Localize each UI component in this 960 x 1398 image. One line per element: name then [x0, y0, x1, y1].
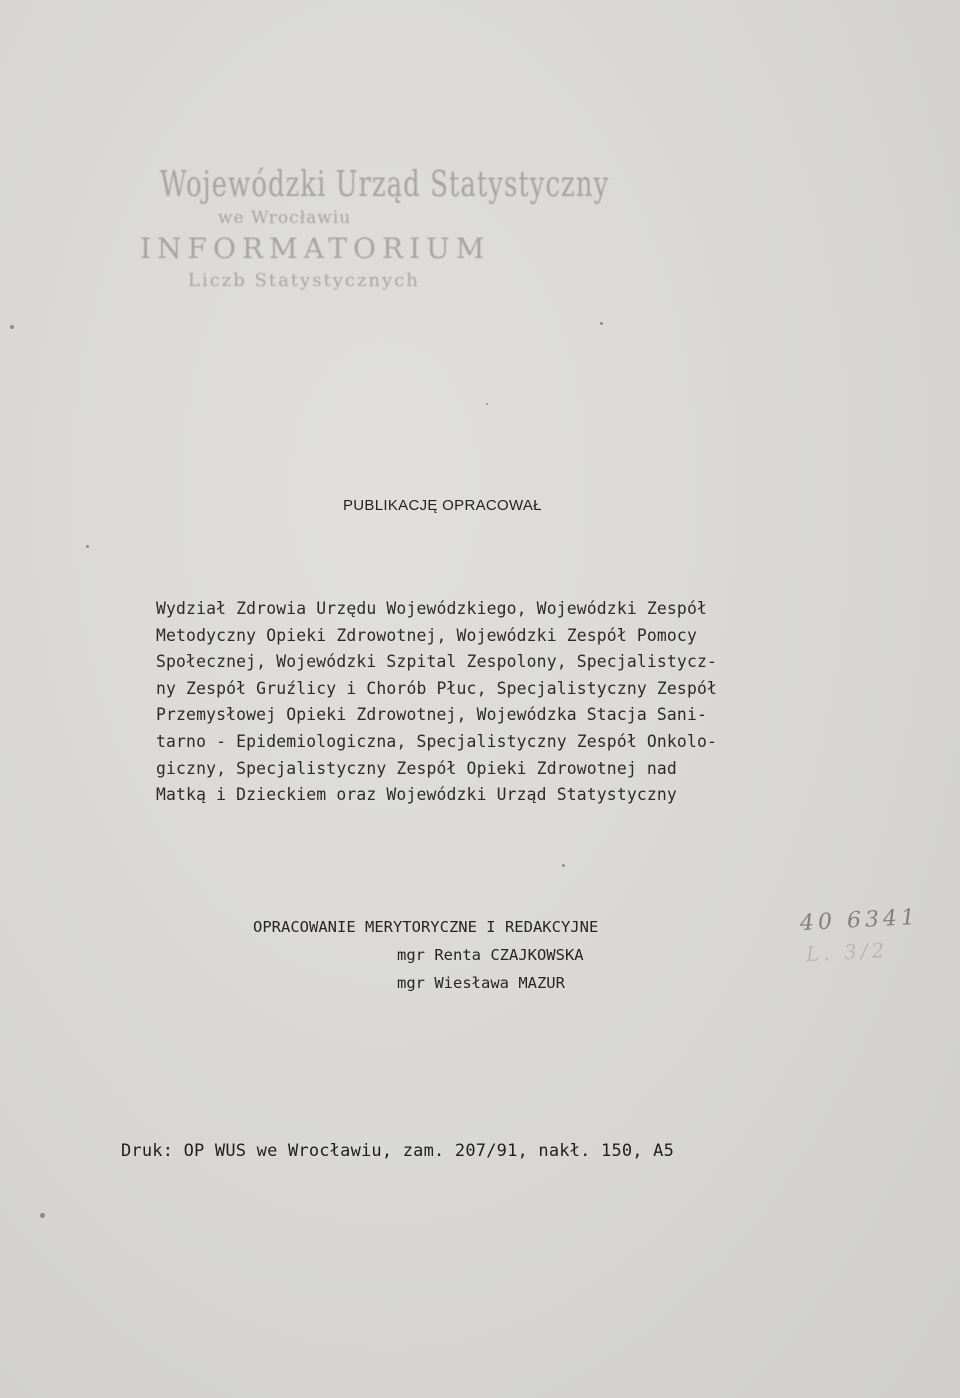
authors-line: tarno - Epidemiologiczna, Specjalistyczny Zespół Onkolo-	[156, 731, 718, 751]
scan-speck	[600, 322, 603, 325]
scan-speck	[562, 864, 565, 867]
handwritten-number: 40 6341	[799, 904, 920, 937]
authors-line: Wydział Zdrowia Urzędu Wojewódzkiego, Wojewódzki Zespół	[156, 599, 707, 618]
editorial-role: OPRACOWANIE MERYTORYCZNE I REDAKCYJNE	[253, 918, 599, 936]
authors-line: giczny, Specjalistyczny Zespół Opieki Zdrowotnej nad	[156, 758, 677, 778]
handwritten-faded-note: L. 3/2	[805, 937, 889, 967]
authors-line: Przemysłowej Opieki Zdrowotnej, Wojewódzka Stacja Sani-	[156, 705, 707, 725]
authors-line: Matką i Dzieckiem oraz Wojewódzki Urząd Statystyczny	[156, 785, 677, 805]
stamp-line-4: Liczb Statystycznych	[188, 270, 420, 291]
stamp-line-1: Wojewódzki Urząd Statystyczny	[160, 164, 610, 206]
stamp-line-2: we Wrocławiu	[218, 208, 352, 228]
editor-name: mgr Wiesława MAZUR	[397, 974, 565, 992]
library-stamp	[140, 164, 610, 310]
authors-line: Społecznej, Wojewódzki Szpital Zespolony, Specjalistycz-	[156, 652, 718, 672]
authors-line: ny Zespół Gruźlicy i Chorób Płuc, Specjalistyczny Zespół	[156, 678, 718, 698]
editor-name: mgr Renta CZAJKOWSKA	[397, 946, 584, 964]
authors-paragraph	[156, 596, 856, 809]
scan-speck	[486, 403, 488, 405]
authors-line: Metodyczny Opieki Zdrowotnej, Wojewódzki Zespół Pomocy	[156, 625, 697, 645]
scan-speck	[40, 1213, 45, 1218]
prepared-by-heading: PUBLIKACJĘ OPRACOWAŁ	[343, 497, 542, 514]
print-info: Druk: OP WUS we Wrocławiu, zam. 207/91, nakł. 150, A5	[121, 1141, 675, 1161]
scan-speck	[86, 545, 89, 548]
scan-speck	[10, 325, 14, 329]
stamp-line-3: INFORMATORIUM	[140, 232, 491, 265]
editorial-section	[253, 918, 598, 992]
